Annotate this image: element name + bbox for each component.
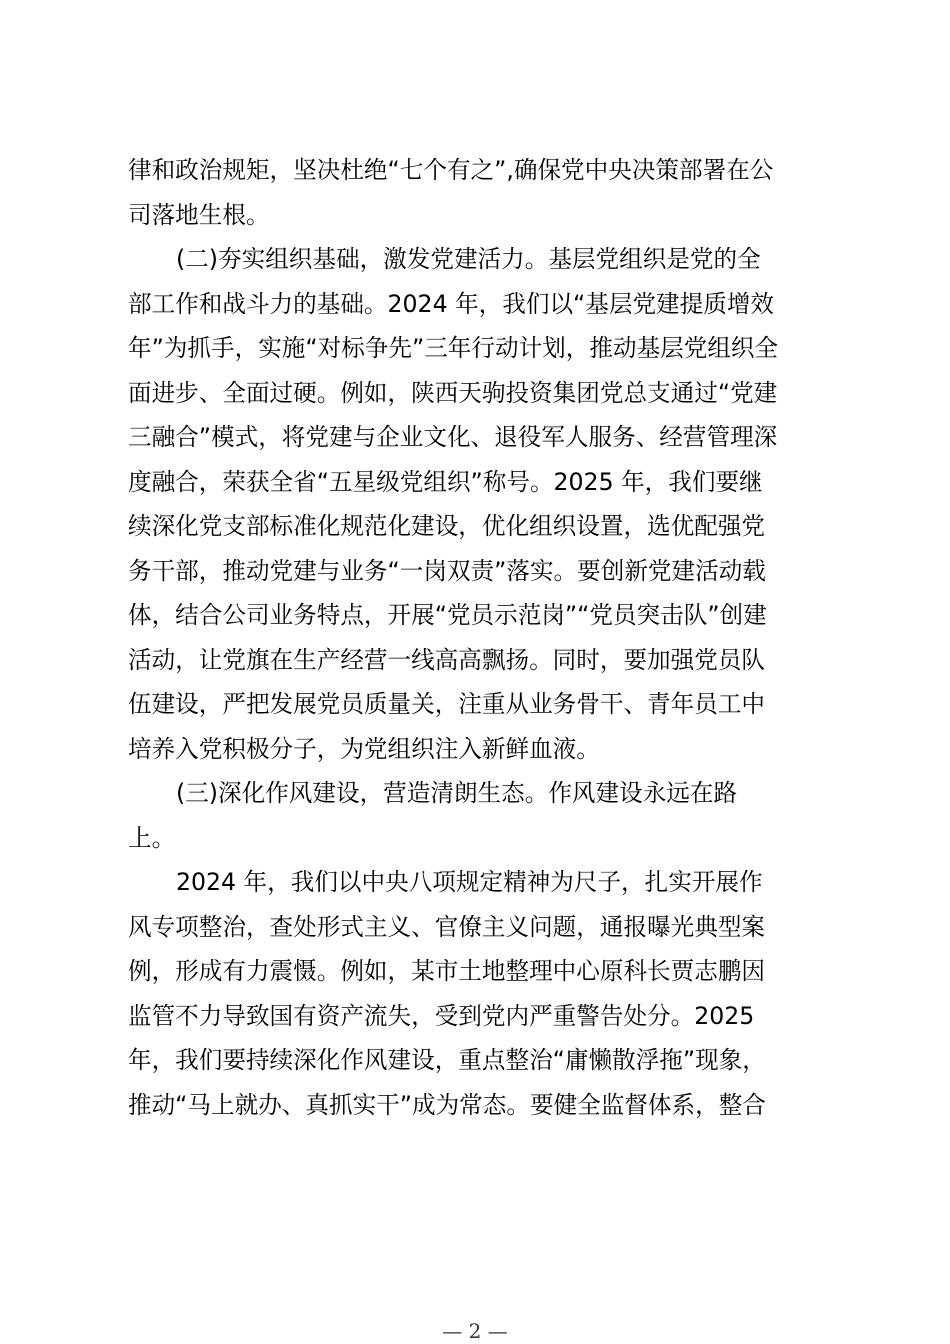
text-line: 面进步、全面过硬。例如，陕西天驹投资集团党总支通过“党建: [128, 378, 778, 407]
body-text: [128, 148, 828, 1127]
text-line: 司落地生根。: [128, 200, 270, 229]
text-line: 务干部，推动党建与业务“一岗双责”落实。要创新党建活动载: [128, 556, 766, 585]
paragraph-start-line: 2024 年，我们以中央八项规定精神为尺子，扎实开展作: [176, 868, 763, 896]
text-line: 活动，让党旗在生产经营一线高高飘扬。同时，要加强党员队: [128, 645, 766, 674]
text-line: 体，结合公司业务特点，开展“党员示范岗”“党员突击队”创建: [128, 601, 767, 629]
text-line: 上。: [128, 823, 176, 852]
text-line: 续深化党支部标准化规范化建设，优化组织设置，选优配强党: [128, 512, 766, 540]
text-line: 律和政治规矩，坚决杜绝“七个有之”,确保党中央决策部署在公: [128, 156, 774, 184]
text-line: 例，形成有力震慑。例如，某市土地整理中心原科长贾志鹏因: [128, 957, 766, 985]
text-line: 年，我们要持续深化作风建设，重点整治“庸懒散浮拖”现象，: [128, 1046, 766, 1074]
section-heading-line: (二)夯实组织基础，激发党建活力。基层党组织是党的全: [176, 245, 761, 273]
text-line: 推动“马上就办、真抓实干”成为常态。要健全监督体系，整合: [128, 1090, 766, 1119]
text-line: 监管不力导致国有资产流失，受到党内严重警告处分。2025: [128, 1001, 755, 1030]
text-line: 三融合”模式，将党建与企业文化、退役军人服务、经营管理深: [128, 423, 778, 451]
text-line: 伍建设，严把发展党员质量关，注重从业务骨干、青年员工中: [128, 690, 766, 718]
text-line: 培养入党积极分子，为党组织注入新鲜血液。: [128, 734, 600, 763]
section-heading-line: (三)深化作风建设，营造清朗生态。作风建设永远在路: [176, 779, 738, 807]
page-number: — 2 —: [442, 1319, 508, 1343]
text-line: 度融合，荣获全省“五星级党组织”称号。2025 年，我们要继: [128, 467, 763, 496]
text-line: 风专项整治，查处形式主义、官僚主义问题，通报曝光典型案: [128, 912, 766, 941]
text-line: 部工作和战斗力的基础。2024 年，我们以“基层党建提质增效: [128, 289, 775, 318]
text-line: 年”为抓手，实施“对标争先”三年行动计划，推动基层党组织全: [128, 334, 779, 362]
